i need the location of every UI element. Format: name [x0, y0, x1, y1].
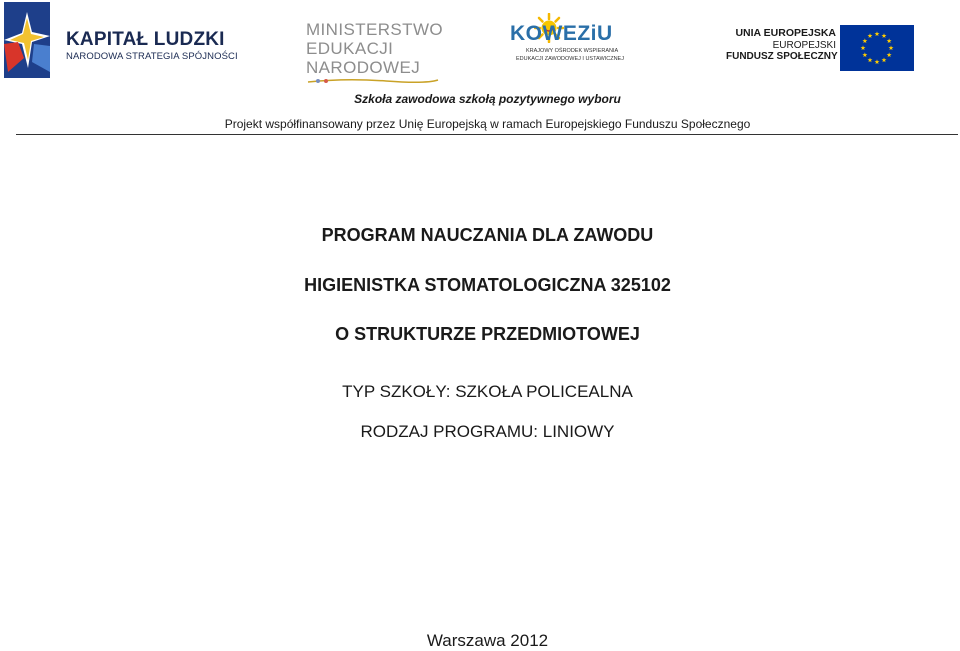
kowezu-logo: [508, 8, 633, 70]
eu-line-3: FUNDUSZ SPOŁECZNY: [726, 51, 838, 62]
ministry-swoosh-icon: [306, 77, 441, 85]
project-name: Szkoła zawodowa szkołą pozytywnego wyboru: [354, 92, 621, 106]
ministry-line-1: MINISTERSTWO: [306, 20, 444, 39]
kapital-ludzki-star-icon: [4, 2, 54, 78]
eu-line-1: UNIA EUROPEJSKA: [735, 27, 836, 39]
school-type: TYP SZKOŁY: SZKOŁA POLICEALNA: [342, 382, 633, 401]
kapital-ludzki-title: KAPITAŁ LUDZKI: [66, 29, 225, 50]
document-title-2: HIGIENISTKA STOMATOLOGICZNA 325102: [304, 275, 671, 295]
ministry-line-2: EDUKACJI: [306, 39, 394, 58]
kapital-ludzki-subtitle: NARODOWA STRATEGIA SPÓJNOŚCI: [66, 51, 238, 62]
kowezu-subtitle-1: KRAJOWY OŚRODEK WSPIERANIA: [526, 48, 619, 54]
cofinance-note: Projekt współfinansowany przez Unię Europejską w ramach Europejskiego Funduszu Społecznego: [224, 117, 751, 131]
document-title-1: PROGRAM NAUCZANIA DLA ZAWODU: [321, 225, 654, 245]
eu-text-block: [726, 28, 836, 63]
ministry-line-3: NARODOWEJ: [306, 58, 421, 77]
place-and-year: Warszawa 2012: [426, 631, 549, 650]
ministry-of-education-logo: [306, 20, 444, 84]
eu-line-2: EUROPEJSKI: [772, 39, 836, 51]
eu-flag-icon: [840, 25, 914, 71]
kapital-ludzki-logo: [4, 2, 238, 78]
program-type: RODZAJ PROGRAMU: LINIOWY: [360, 422, 615, 441]
kowezu-name: KOWEZiU: [510, 22, 613, 45]
header-divider: [16, 134, 958, 135]
kowezu-subtitle-2: EDUKACJI ZAWODOWEJ I USTAWICZNEJ: [516, 56, 624, 62]
document-title-3: O STRUKTURZE PRZEDMIOTOWEJ: [335, 324, 640, 344]
